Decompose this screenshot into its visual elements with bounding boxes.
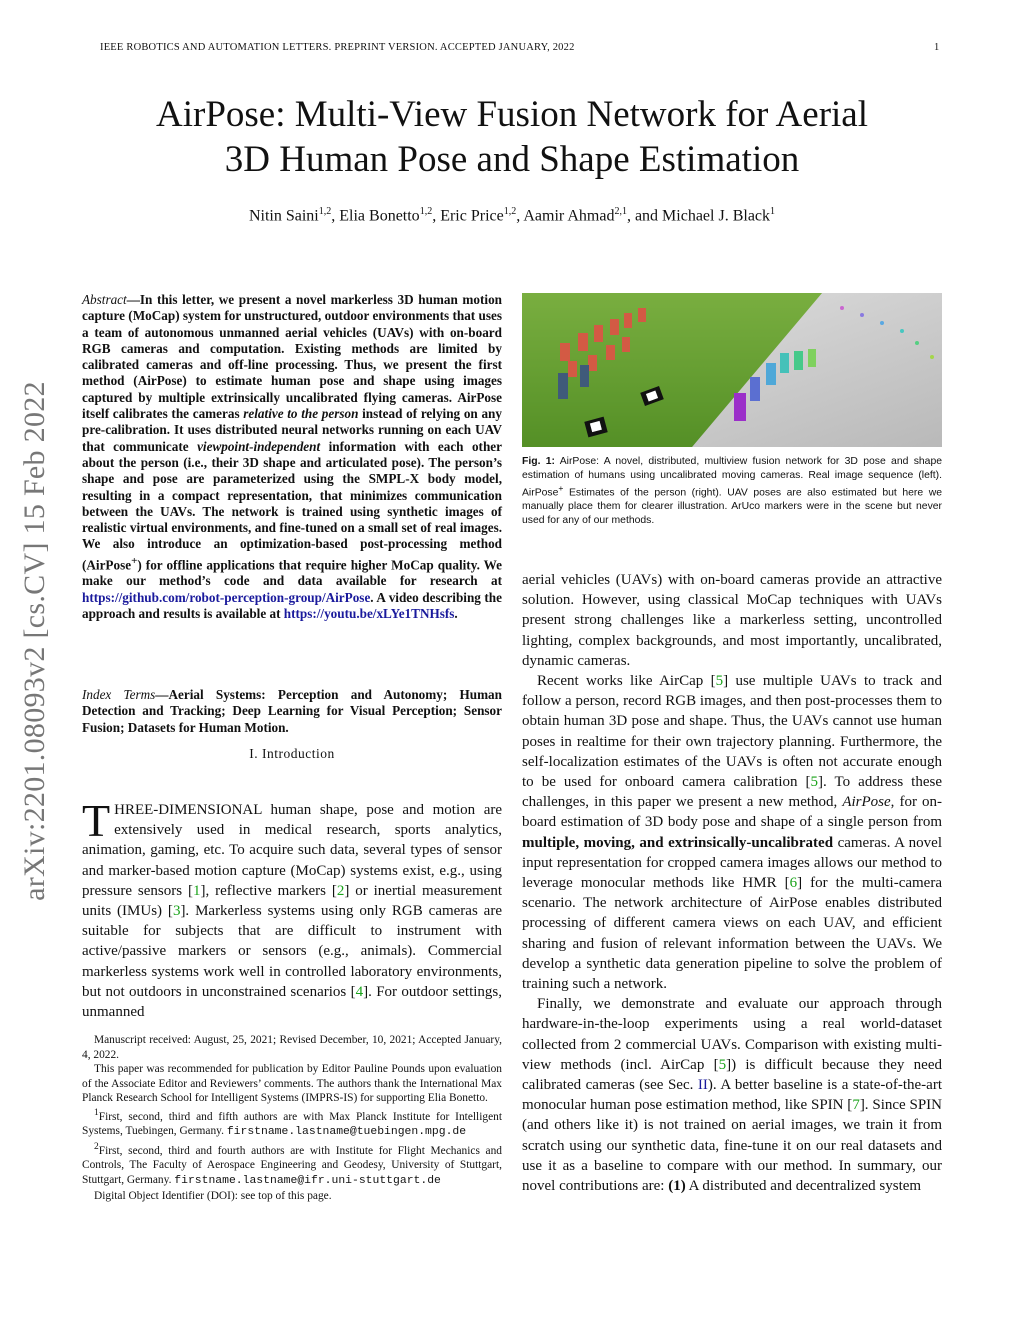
citation-link[interactable]: 5 [715,673,724,690]
citation-link[interactable]: 5 [810,774,819,791]
footnote-recommended: This paper was recommended for publication by Editor Pauline Pounds upon evaluation of the Associate Editor and Reviewers’ comments. The authors thank the International Max Planck Research School for Intelligent Systems (IMPRS-IS) for supporting Elia Bonetto. [82,1063,502,1105]
abstract-emphasis: relative to the person [243,406,359,422]
uav-marker [860,313,864,317]
author-affiliation: 1,2 [419,206,433,217]
author-name: Eric Price [440,207,504,225]
person-figure [568,361,577,377]
paragraph: aerial vehicles (UAVs) with on-board cameras provide an attractive solution. However, using classical MoCap techniques with UAVs present strong challenges like a markerless setting, uncontrolled lighting, complex backgrounds, and most importantly, uncalibrated, dynamic cameras. [522,572,942,669]
author-separator: , [432,207,441,225]
index-terms [82,687,502,736]
author-affiliation: 1,2 [318,206,332,217]
footnote-affiliation-1 [82,1106,502,1140]
paragraph-text: ]. Since SPIN (and others like it) is not trained on aerial images, we train it from scratch using our synthetic data, fine-tune it on our real datasets and use it as a baseline to compare with our method. In summary, our novel contributions are: [522,1097,942,1195]
person-figure [560,343,570,361]
author-affiliation: 2,1 [614,206,627,217]
footnote-text: First, second, third and fifth authors are with Max Planck Institute for Intelligent Systems, Tuebingen, Germany. [82,1110,502,1138]
abstract-text: instead of relying on any pre-calibration. It uses distributed neural networks running on each UAV that communicate [82,406,502,454]
author-separator: , and [626,207,663,225]
estimate-figure [766,363,776,385]
introduction-text [82,795,502,1022]
intro-text: ], reflective markers [ [200,882,337,899]
intro-text: HREE-DIMENSIONAL human shape, pose and motion are extensively used in medical research, sports analytics, animation, gaming, etc. To acquire such data, several types of sensor and marker-based motion capture (MoCap) systems exist, e.g., using pressure sensors [ [82,802,502,899]
citation-link[interactable]: 3 [172,903,181,920]
estimate-figure [780,353,789,373]
abstract-text: . [454,606,458,622]
estimate-figure [794,351,803,370]
paragraph-text: , for on-board estimation of 3D body pose and shape of a single person from [522,794,942,831]
person-figure [606,345,615,360]
footnotes [82,1033,502,1203]
citation-link[interactable]: 4 [355,983,364,1000]
index-terms-text: —Aerial Systems: Perception and Autonomy; Human Detection and Tracking; Deep Learning for Visual Perception; Sensor Fusion; Datasets for Human Motion. [82,687,502,735]
arxiv-sidebar [5,341,65,941]
citation-link[interactable]: 1 [192,882,201,899]
abstract-text: information with each other about the person (i.e., their 3D shape and articulated pose). The person’s shape and pose are parameterized using the SMPL-X body model, resulting in a compact representation, that minimizes communication between the UAVs. The network is trained using synthetic images of realistic virtual environments, and fine-tuned on a small set of real images. We also introduce an optimization-based post-processing method (AirPose [82,438,502,573]
person-figure [594,325,603,342]
airpose-plus-mark: + [131,554,138,567]
figure-1-caption [522,455,942,527]
footnote-mark: 2 [94,1141,99,1152]
author-separator: , [331,207,340,225]
paragraph-text: A distributed and decentralized system [685,1178,922,1195]
citation-link[interactable]: 6 [789,875,798,892]
caption-text: AirPose: A novel, distributed, multiview fusion network for 3D pose and shape estimation of humans using uncalibrated moving cameras. Real image sequence (left). AirPose [522,456,943,499]
section-heading: I. Introduction [249,746,335,761]
paragraph-text: ] use multiple UAVs to track and follow a person, record RGB images, and then post-processes them to obtain human 3D pose and shape. Thus, the UAVs cannot use human poses in realtime for their own trajectory planning. Furthermore, the self-localization estimates of the UAVs is often not accurate enough to be used for onboard camera calibration [ [522,673,942,791]
author-name: Elia Bonetto [339,207,420,225]
paragraph-text: Finally, we demonstrate and evaluate our approach through hardware-in-the-loop experiments using a real world-dataset collected from 2 commercial UAVs. Comparison with existing multi-view methods (incl. AirCap [ [522,996,942,1073]
person-figure [588,355,597,371]
uav-marker [880,321,884,325]
author-separator: , [516,207,524,225]
figure-1-image [522,293,942,447]
citation-link[interactable]: 7 [852,1097,860,1114]
footnote-mark: 1 [94,1107,99,1118]
github-link[interactable]: https://github.com/robot-perception-group/AirPose [82,589,371,605]
footnote-doi: Digital Object Identifier (DOI): see top of this page. [94,1189,332,1202]
email-address: firstname.lastname@tuebingen.mpg.de [226,1126,467,1139]
uav-marker [930,355,934,359]
intro-text: ] or inertial measurement units (IMUs) [ [82,882,502,920]
author-affiliation: 1,2 [503,206,517,217]
paragraph [522,671,942,994]
running-header: IEEE ROBOTICS AND AUTOMATION LETTERS. PREPRINT VERSION. ACCEPTED JANUARY, 2022 [100,42,575,53]
figure-label: Fig. 1: [522,456,556,467]
person-figure [610,319,619,335]
title-line-1: AirPose: Multi-View Fusion Network for Aerial [156,94,868,135]
page-number: 1 [934,42,940,53]
index-terms-lead: Index Terms [82,687,156,702]
uav-marker [900,329,904,333]
person-figure [624,313,632,328]
abstract [82,292,502,622]
right-column-text [522,570,942,1196]
abstract-emphasis: viewpoint-independent [197,438,321,454]
video-link[interactable]: https://youtu.be/xLYe1TNHsfs [283,606,455,622]
arxiv-identifier: arXiv:2201.08093v2 [cs.CV] 15 Feb 2022 [18,381,51,901]
paragraph-text: ] for the multi-camera scenario. The network architecture of AirPose enables distributed processing of different camera views on each UAV, and efficient sharing and fusion of relevant information between the UAVs. We develop a synthetic data generation pipeline to solve the problem of training such a network. [522,875,942,993]
bold-phrase: (1) [668,1178,686,1195]
paragraph-text: ]. To address these challenges, in this paper we present a new method, [522,774,943,811]
estimate-figure [808,349,816,367]
uav-marker [915,341,919,345]
paragraph-text: ). A better baseline is a state-of-the-art monocular human pose estimation method, like SPIN [ [522,1077,942,1114]
intro-text: ]. For outdoor settings, unmanned [82,983,502,1021]
author-list [60,206,964,225]
citation-link[interactable]: 2 [336,882,345,899]
abstract-text: —In this letter, we present a novel markerless 3D human motion capture (MoCap) system for unstructured, outdoor environments that uses a team of autonomous unmanned aerial vehicles (UAVs) with on-board RGB cameras and computation. Existing methods are limited by calibrated cameras and off-line processing. Thus, we present the first method (AirPose) to estimate human pose and shape using images captured by multiple extrinsically uncalibrated flying cameras. AirPose itself calibrates the cameras [82,292,502,422]
bold-phrase: multiple, moving, and extrinsically-uncalibrated [522,834,834,851]
person-figure [622,337,630,352]
author-name: Aamir Ahmad [523,207,615,225]
author-affiliation: 1 [770,206,776,217]
citation-link[interactable]: 5 [718,1056,727,1073]
airpose-plus-mark: + [558,483,564,494]
estimate-figure [750,377,760,401]
uav-marker [840,306,844,310]
section-link[interactable]: II [697,1077,708,1094]
author-name: Nitin Saini [248,207,319,225]
figure-illustration [522,293,942,447]
person-figure [578,333,588,351]
dropcap: T [82,795,111,846]
intro-text: ]. Markerless systems using only RGB cameras are suitable for subjects that are difficult to instrument with active/passive markers or sensors (e.g., animals). Commercial markerless systems work well in controlled laboratory environments, but not outdoors in unconstrained scenarios [ [82,903,502,1000]
abstract-text: . A video describing the approach and results is available at [82,589,502,622]
author-name: Michael J. Black [662,207,771,225]
person-legs [558,373,568,399]
paper-title [60,92,964,182]
abstract-lead: Abstract [82,292,127,307]
person-legs [580,365,589,387]
paragraph [522,994,942,1196]
paragraph-text: ]) is difficult because they need calibrated cameras (see Sec. [522,1056,942,1094]
footnote-affiliation-2 [82,1140,502,1189]
email-address: firstname.lastname@ifr.uni-stuttgart.de [174,1174,441,1187]
estimate-figure [734,393,746,421]
caption-text: Estimates of the person (right). UAV poses are also estimated but here we manually place them for clearer illustration. ArUco markers were in the scene but never used for any of our methods. [522,487,942,526]
footnote-manuscript: Manuscript received: August, 25, 2021; Revised December, 10, 2021; Accepted January, 4, 2022. [82,1034,502,1061]
method-name: AirPose [842,794,891,811]
person-figure [638,308,646,322]
paragraph-text: Recent works like AirCap [ [537,673,716,690]
abstract-text: ) for offline applications that require higher MoCap quality. We make our method’s code and data available for research at [82,557,502,589]
title-line-2: 3D Human Pose and Shape Estimation [224,139,800,180]
footnote-text: First, second, third and fourth authors are with Institute for Flight Mechanics and Controls, The Faculty of Aerospace Engineering and Geodesy, University of Stuttgart, Stuttgart, Germany. [82,1144,502,1186]
paragraph-text: cameras. A novel input representation for cropped camera images allows our method to leverage monocular methods like HMR [ [522,834,942,892]
